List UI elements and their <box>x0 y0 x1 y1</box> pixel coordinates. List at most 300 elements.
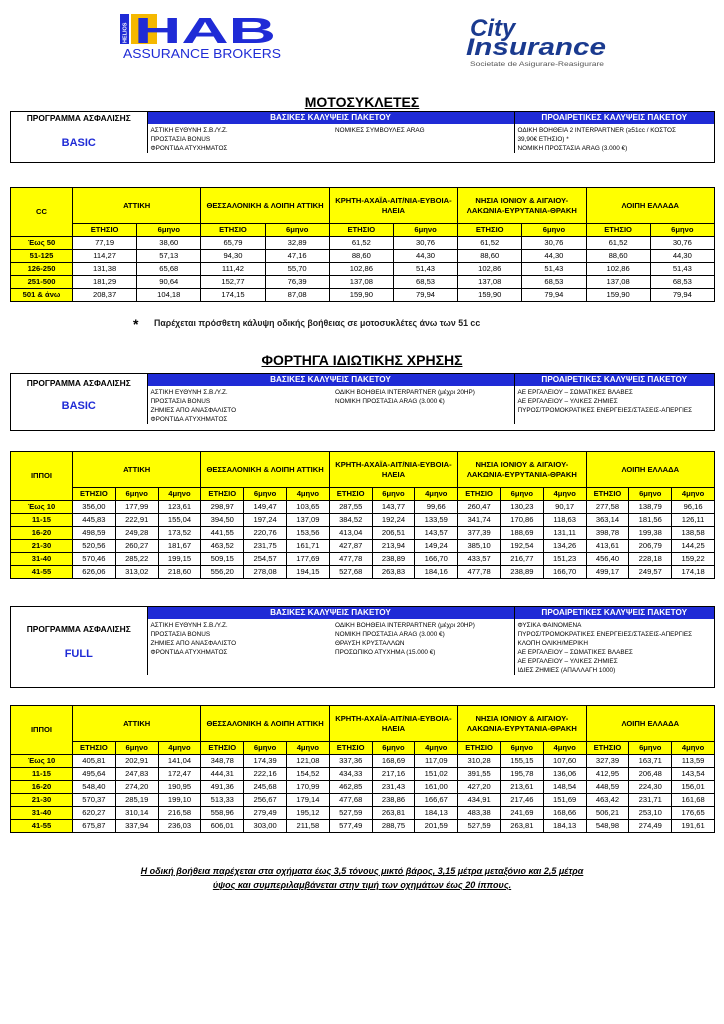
price-cell: 44,30 <box>393 250 457 263</box>
price-cell: 434,33 <box>329 768 372 781</box>
price-cell: 260,47 <box>458 501 501 514</box>
table-row <box>11 514 715 527</box>
price-cell: 434,91 <box>458 794 501 807</box>
price-cell: 313,02 <box>115 566 158 579</box>
price-cell: 152,77 <box>201 276 265 289</box>
price-cell: 102,86 <box>458 263 522 276</box>
truck-full-period-row <box>11 742 715 755</box>
price-cell: 498,59 <box>73 527 116 540</box>
period-header: 6μηνο <box>500 742 543 755</box>
truck-full-table-corner: ΙΠΠΟΙ <box>11 706 73 755</box>
price-cell: 137,08 <box>329 276 393 289</box>
truck-full-basic-item: ΠΡΟΣΩΠΙΚΟ ΑΤΥΧΗΜΑ (15.000 €) <box>335 649 436 656</box>
price-cell: 174,39 <box>244 755 287 768</box>
price-cell: 263,83 <box>372 566 415 579</box>
price-cell: 102,86 <box>586 263 650 276</box>
price-cell: 151,23 <box>543 553 586 566</box>
period-header: 6μηνο <box>629 488 672 501</box>
truck-basic-optional-col <box>514 386 714 424</box>
truck-basic-package-label: ΠΡΟΓΡΑΜΜΑ ΑΣΦΑΛΙΣΗΣ <box>26 378 131 388</box>
price-cell: 231,71 <box>629 794 672 807</box>
row-label: 11-15 <box>11 514 73 527</box>
moto-region-header: ΛΟΙΠΗ ΕΛΛΑΔΑ <box>586 188 715 224</box>
price-cell: 249,57 <box>629 566 672 579</box>
price-cell: 44,30 <box>650 250 714 263</box>
price-cell: 173,52 <box>158 527 201 540</box>
price-cell: 337,94 <box>115 820 158 833</box>
price-cell: 247,83 <box>115 768 158 781</box>
truck-full-basic-item: ΟΔΙΚΗ ΒΟΗΘΕΙΑ INTERPARTNER (μέχρι 20HP) <box>335 622 475 629</box>
price-cell: 483,38 <box>458 807 501 820</box>
row-label: 16-20 <box>11 527 73 540</box>
price-cell: 161,00 <box>415 781 458 794</box>
price-cell: 220,76 <box>244 527 287 540</box>
period-header: 4μηνο <box>415 742 458 755</box>
price-cell: 548,98 <box>586 820 629 833</box>
price-cell: 199,10 <box>158 794 201 807</box>
price-cell: 285,22 <box>115 553 158 566</box>
price-cell: 337,36 <box>329 755 372 768</box>
price-cell: 477,78 <box>458 566 501 579</box>
price-cell: 506,21 <box>586 807 629 820</box>
period-header: 4μηνο <box>415 488 458 501</box>
price-cell: 527,59 <box>329 807 372 820</box>
price-cell: 38,60 <box>137 237 201 250</box>
price-cell: 143,77 <box>372 501 415 514</box>
moto-section-title: ΜΟΤΟΣΥΚΛΕΤΕΣ <box>304 94 420 110</box>
price-cell: 456,40 <box>586 553 629 566</box>
moto-region-header: ΘΕΣΣΑΛΟΝΙΚΗ & ΛΟΙΠΗ ΑΤΤΙΚΗ <box>201 188 329 224</box>
table-row <box>11 807 715 820</box>
price-cell: 121,08 <box>286 755 329 768</box>
table-row <box>11 755 715 768</box>
price-cell: 151,02 <box>415 768 458 781</box>
price-cell: 79,94 <box>522 289 586 302</box>
price-cell: 303,00 <box>244 820 287 833</box>
truck-basic-region-header: ΑΤΤΙΚΗ <box>73 452 201 488</box>
price-cell: 433,57 <box>458 553 501 566</box>
moto-period-header: 6μηνο <box>393 224 457 237</box>
period-header: 4μηνο <box>672 742 715 755</box>
price-cell: 88,60 <box>329 250 393 263</box>
price-cell: 444,31 <box>201 768 244 781</box>
price-cell: 606,01 <box>201 820 244 833</box>
price-cell: 348,78 <box>201 755 244 768</box>
truck-basic-region-header: ΚΡΗΤΗ-ΑΧΑΪΑ-ΑΙΤ/ΝΙΑ-ΕΥΒΟΙΑ-ΗΛΕΙΑ <box>329 452 457 488</box>
price-cell: 148,54 <box>543 781 586 794</box>
price-cell: 141,04 <box>158 755 201 768</box>
price-cell: 159,90 <box>586 289 650 302</box>
truck-full-optional-header: ΠΡΟΑΙΡΕΤΙΚΕΣ ΚΑΛΥΨΕΙΣ ΠΑΚΕΤΟΥ <box>514 607 714 619</box>
row-label: 126-250 <box>11 263 73 276</box>
moto-period-header: ΕΤΗΣΙΟ <box>458 224 522 237</box>
price-cell: 154,52 <box>286 768 329 781</box>
price-cell: 61,52 <box>586 237 650 250</box>
moto-note-star: * <box>133 316 139 332</box>
price-cell: 51,43 <box>393 263 457 276</box>
price-cell: 195,78 <box>500 768 543 781</box>
price-cell: 104,18 <box>137 289 201 302</box>
price-cell: 130,23 <box>500 501 543 514</box>
moto-plan-name: BASIC <box>61 137 96 149</box>
price-cell: 138,58 <box>672 527 715 540</box>
price-cell: 181,56 <box>629 514 672 527</box>
price-cell: 224,30 <box>629 781 672 794</box>
row-label: 21-30 <box>11 794 73 807</box>
period-header: 6μηνο <box>244 488 287 501</box>
city-insurance-logo <box>464 14 614 72</box>
truck-basic-optional-item: ΑΕ ΕΡΓΑΛΕΙΟΥ – ΥΛΙΚΕΣ ΖΗΜΙΕΣ <box>517 398 618 405</box>
price-cell: 238,89 <box>372 553 415 566</box>
price-cell: 558,96 <box>201 807 244 820</box>
truck-basic-col2 <box>332 386 514 424</box>
price-cell: 398,78 <box>586 527 629 540</box>
price-cell: 131,11 <box>543 527 586 540</box>
price-cell: 208,37 <box>73 289 137 302</box>
price-cell: 30,76 <box>650 237 714 250</box>
row-label: 16-20 <box>11 781 73 794</box>
period-header: 4μηνο <box>158 488 201 501</box>
truck-basic-table-body <box>11 501 715 579</box>
truck-full-optional-item: ΑΕ ΕΡΓΑΛΕΙΟΥ – ΥΛΙΚΕΣ ΖΗΜΙΕΣ <box>517 658 618 665</box>
price-cell: 499,17 <box>586 566 629 579</box>
price-cell: 61,52 <box>458 237 522 250</box>
moto-basic-col2 <box>332 124 514 153</box>
price-cell: 427,20 <box>458 781 501 794</box>
moto-period-header: ΕΤΗΣΙΟ <box>73 224 137 237</box>
truck-full-basic-item: ΝΟΜΙΚΗ ΠΡΟΣΤΑΣΙΑ ARAG (3.000 €) <box>335 631 445 638</box>
row-label: 21-30 <box>11 540 73 553</box>
price-cell: 260,27 <box>115 540 158 553</box>
price-cell: 495,64 <box>73 768 116 781</box>
price-cell: 163,71 <box>629 755 672 768</box>
price-cell: 184,16 <box>415 566 458 579</box>
truck-full-region-header: ΝΗΣΙΑ ΙΟΝΙΟΥ & ΑΙΓΑΙΟΥ-ΛΑΚΩΝΙΑ-ΕΥΡΥΤΑΝΙΑ-ΘΡΑΚΗ <box>458 706 586 742</box>
price-cell: 144,25 <box>672 540 715 553</box>
price-cell: 192,24 <box>372 514 415 527</box>
price-cell: 159,90 <box>329 289 393 302</box>
price-cell: 155,15 <box>500 755 543 768</box>
price-cell: 556,20 <box>201 566 244 579</box>
price-cell: 177,99 <box>115 501 158 514</box>
period-header: 6μηνο <box>115 742 158 755</box>
price-cell: 218,60 <box>158 566 201 579</box>
truck-full-optional-item: ΠΥΡΟΣ/ΤΡΟΜΟΚΡΑΤΙΚΕΣ ΕΝΕΡΓΕΙΕΣ/ΣΤΑΣΕΙΣ-ΑΠΕΡΓΙΕΣ <box>517 631 693 638</box>
truck-full-basic-header: ΒΑΣΙΚΕΣ ΚΑΛΥΨΕΙΣ ΠΑΚΕΤΟΥ <box>147 607 514 619</box>
price-cell: 385,10 <box>458 540 501 553</box>
price-cell: 136,06 <box>543 768 586 781</box>
period-header: ΕΤΗΣΙΟ <box>458 742 501 755</box>
truck-basic-item: ΑΣΤΙΚΗ ΕΥΘΥΝΗ Σ.Β./Υ.Ζ. <box>150 389 228 396</box>
moto-region-header: ΑΤΤΙΚΗ <box>73 188 201 224</box>
price-cell: 274,49 <box>629 820 672 833</box>
hab-wordmark: HAB <box>134 10 276 51</box>
city-logo-line1: City <box>470 15 516 42</box>
price-cell: 55,70 <box>265 263 329 276</box>
moto-period-header: ΕΤΗΣΙΟ <box>586 224 650 237</box>
row-label: Έως 10 <box>11 755 73 768</box>
price-cell: 194,15 <box>286 566 329 579</box>
footer-note-line2: ύψος και συμπεριλαμβάνεται στην τιμή των οχημάτων έως 20 ίππους. <box>212 880 512 890</box>
price-cell: 211,58 <box>286 820 329 833</box>
moto-period-header: 6μηνο <box>650 224 714 237</box>
price-cell: 217,16 <box>372 768 415 781</box>
price-cell: 298,97 <box>201 501 244 514</box>
price-cell: 195,12 <box>286 807 329 820</box>
price-cell: 30,76 <box>522 237 586 250</box>
truck-full-region-header: ΘΕΣΣΑΛΟΝΙΚΗ & ΛΟΙΠΗ ΑΤΤΙΚΗ <box>201 706 329 742</box>
truck-basic-period-row <box>11 488 715 501</box>
price-cell: 341,74 <box>458 514 501 527</box>
truck-basic-item: ΖΗΜΙΕΣ ΑΠΟ ΑΝΑΣΦΑΛΙΣΤΟ <box>150 407 237 414</box>
row-label: 41-55 <box>11 566 73 579</box>
price-cell: 65,68 <box>137 263 201 276</box>
period-header: ΕΤΗΣΙΟ <box>586 742 629 755</box>
truck-basic-table-corner: ΙΠΠΟΙ <box>11 452 73 501</box>
table-row <box>11 794 715 807</box>
moto-period-header: ΕΤΗΣΙΟ <box>201 224 265 237</box>
period-header: 4μηνο <box>286 488 329 501</box>
moto-note: Παρέχεται πρόσθετη κάλυψη οδικής βοήθειας σε μοτοσυκλέτες άνω των 51 cc <box>154 318 481 328</box>
price-cell: 188,69 <box>500 527 543 540</box>
price-cell: 51,43 <box>522 263 586 276</box>
price-cell: 159,90 <box>458 289 522 302</box>
price-cell: 88,60 <box>458 250 522 263</box>
period-header: 4μηνο <box>543 742 586 755</box>
price-cell: 445,83 <box>73 514 116 527</box>
price-cell: 143,54 <box>672 768 715 781</box>
truck-full-basic-item: ΑΣΤΙΚΗ ΕΥΘΥΝΗ Σ.Β./Υ.Ζ. <box>150 622 228 629</box>
moto-basic-item: ΠΡΟΣΤΑΣΙΑ BONUS <box>150 136 211 143</box>
truck-full-region-header: ΑΤΤΙΚΗ <box>73 706 201 742</box>
price-cell: 61,52 <box>329 237 393 250</box>
moto-period-header: 6μηνο <box>522 224 586 237</box>
price-cell: 51,43 <box>650 263 714 276</box>
price-cell: 79,94 <box>393 289 457 302</box>
price-cell: 134,26 <box>543 540 586 553</box>
row-label: 51-125 <box>11 250 73 263</box>
price-cell: 113,59 <box>672 755 715 768</box>
price-cell: 477,68 <box>329 794 372 807</box>
table-row <box>11 527 715 540</box>
price-cell: 245,68 <box>244 781 287 794</box>
moto-optional-item: ΟΔΙΚΗ ΒΟΗΘΕΙΑ 2 INTERPARTNER (≥51cc / ΚΟΣΤΟΣ <box>517 127 676 134</box>
table-row <box>11 250 715 263</box>
price-cell: 177,69 <box>286 553 329 566</box>
price-cell: 133,59 <box>415 514 458 527</box>
truck-basic-region-header: ΘΕΣΣΑΛΟΝΙΚΗ & ΛΟΙΠΗ ΑΤΤΙΚΗ <box>201 452 329 488</box>
price-cell: 310,14 <box>115 807 158 820</box>
price-cell: 168,69 <box>372 755 415 768</box>
moto-package-box <box>10 111 715 163</box>
truck-full-optional-col <box>514 619 714 675</box>
truck-basic-optional-header: ΠΡΟΑΙΡΕΤΙΚΕΣ ΚΑΛΥΨΕΙΣ ΠΑΚΕΤΟΥ <box>514 374 714 386</box>
road-assistance-footer-note <box>60 864 664 892</box>
moto-basic-item: ΝΟΜΙΚΕΣ ΣΥΜΒΟΥΛΕΣ ARAG <box>335 127 425 134</box>
period-header: ΕΤΗΣΙΟ <box>329 488 372 501</box>
row-label: Έως 10 <box>11 501 73 514</box>
table-row <box>11 289 715 302</box>
row-label: 501 & άνω <box>11 289 73 302</box>
price-cell: 412,95 <box>586 768 629 781</box>
moto-period-header: 6μηνο <box>265 224 329 237</box>
price-cell: 509,15 <box>201 553 244 566</box>
price-cell: 363,14 <box>586 514 629 527</box>
price-cell: 44,30 <box>522 250 586 263</box>
price-cell: 168,66 <box>543 807 586 820</box>
price-cell: 570,46 <box>73 553 116 566</box>
moto-region-header: ΚΡΗΤΗ-ΑΧΑΪΑ-ΑΙΤ/ΝΙΑ-ΕΥΒΟΙΑ-ΗΛΕΙΑ <box>329 188 457 224</box>
price-cell: 192,54 <box>500 540 543 553</box>
price-cell: 170,86 <box>500 514 543 527</box>
price-cell: 68,53 <box>650 276 714 289</box>
truck-basic-region-header: ΝΗΣΙΑ ΙΟΝΙΟΥ & ΑΙΓΑΙΟΥ-ΛΑΚΩΝΙΑ-ΕΥΡΥΤΑΝΙΑ-ΘΡΑΚΗ <box>458 452 586 488</box>
price-cell: 184,13 <box>415 807 458 820</box>
price-cell: 463,52 <box>201 540 244 553</box>
price-cell: 231,75 <box>244 540 287 553</box>
price-cell: 77,19 <box>73 237 137 250</box>
period-header: 6μηνο <box>115 488 158 501</box>
period-header: 4μηνο <box>158 742 201 755</box>
price-cell: 217,46 <box>500 794 543 807</box>
truck-basic-package-box <box>10 373 715 431</box>
period-header: 4μηνο <box>286 742 329 755</box>
truck-basic-region-header: ΛΟΙΠΗ ΕΛΛΑΔΑ <box>586 452 714 488</box>
price-cell: 491,36 <box>201 781 244 794</box>
truck-full-plan-name: FULL <box>64 648 93 660</box>
price-cell: 161,71 <box>286 540 329 553</box>
price-cell: 155,04 <box>158 514 201 527</box>
truck-section-title: ΦΟΡΤΗΓΑ ΙΔΙΩΤΙΚΗΣ ΧΡΗΣΗΣ <box>261 352 463 368</box>
table-row <box>11 540 715 553</box>
price-cell: 253,10 <box>629 807 672 820</box>
table-row <box>11 768 715 781</box>
hab-subtitle: ASSURANCE BROKERS <box>123 47 281 61</box>
price-cell: 310,28 <box>458 755 501 768</box>
price-cell: 96,16 <box>672 501 715 514</box>
table-row <box>11 781 715 794</box>
period-header: ΕΤΗΣΙΟ <box>586 488 629 501</box>
price-cell: 87,08 <box>265 289 329 302</box>
row-label: 41-55 <box>11 820 73 833</box>
truck-full-price-table <box>10 705 715 833</box>
truck-full-optional-item: ΙΔΙΕΣ ΖΗΜΙΕΣ (ΑΠΑΛΛΑΓΗ 1000) <box>517 667 616 674</box>
period-header: 4μηνο <box>543 488 586 501</box>
period-header: 6μηνο <box>244 742 287 755</box>
moto-basic-col1 <box>147 124 332 153</box>
period-header: 4μηνο <box>672 488 715 501</box>
moto-basic-item: ΑΣΤΙΚΗ ΕΥΘΥΝΗ Σ.Β./Υ.Ζ. <box>150 127 228 134</box>
truck-basic-price-table <box>10 451 715 579</box>
row-label: 31-40 <box>11 807 73 820</box>
price-cell: 228,18 <box>629 553 672 566</box>
moto-optional-header: ΠΡΟΑΙΡΕΤΙΚΕΣ ΚΑΛΥΨΕΙΣ ΠΑΚΕΤΟΥ <box>514 112 714 124</box>
price-cell: 238,89 <box>500 566 543 579</box>
price-cell: 287,55 <box>329 501 372 514</box>
price-cell: 527,68 <box>329 566 372 579</box>
truck-full-package-box <box>10 606 715 688</box>
moto-period-header: ΕΤΗΣΙΟ <box>329 224 393 237</box>
price-cell: 356,00 <box>73 501 116 514</box>
price-cell: 620,27 <box>73 807 116 820</box>
truck-full-basic-item: ΠΡΟΣΤΑΣΙΑ BONUS <box>150 631 211 638</box>
price-cell: 327,39 <box>586 755 629 768</box>
price-cell: 448,59 <box>586 781 629 794</box>
price-cell: 174,18 <box>672 566 715 579</box>
price-cell: 527,59 <box>458 820 501 833</box>
period-header: ΕΤΗΣΙΟ <box>329 742 372 755</box>
price-cell: 76,39 <box>265 276 329 289</box>
price-cell: 94,30 <box>201 250 265 263</box>
price-cell: 236,03 <box>158 820 201 833</box>
price-cell: 117,09 <box>415 755 458 768</box>
price-cell: 548,40 <box>73 781 116 794</box>
price-cell: 102,86 <box>329 263 393 276</box>
price-cell: 99,66 <box>415 501 458 514</box>
price-cell: 213,94 <box>372 540 415 553</box>
truck-full-optional-item: ΑΕ ΕΡΓΑΛΕΙΟΥ – ΣΩΜΑΤΙΚΕΣ ΒΛΑΒΕΣ <box>517 649 633 656</box>
period-header: ΕΤΗΣΙΟ <box>201 742 244 755</box>
price-cell: 103,65 <box>286 501 329 514</box>
truck-full-col2 <box>332 619 514 675</box>
truck-full-optional-item: ΦΥΣΙΚΑ ΦΑΙΝΟΜΕΝΑ <box>517 622 582 629</box>
price-cell: 184,13 <box>543 820 586 833</box>
truck-full-basic-item: ΖΗΜΙΕΣ ΑΠΟ ΑΝΑΣΦΑΛΙΣΤΟ <box>150 640 237 647</box>
price-cell: 156,01 <box>672 781 715 794</box>
price-cell: 179,14 <box>286 794 329 807</box>
price-cell: 149,47 <box>244 501 287 514</box>
moto-price-table <box>10 187 715 302</box>
price-cell: 68,53 <box>522 276 586 289</box>
price-cell: 88,60 <box>586 250 650 263</box>
price-cell: 206,51 <box>372 527 415 540</box>
price-cell: 626,06 <box>73 566 116 579</box>
price-cell: 231,43 <box>372 781 415 794</box>
price-cell: 181,67 <box>158 540 201 553</box>
truck-basic-optional-item: ΑΕ ΕΡΓΑΛΕΙΟΥ – ΣΩΜΑΤΙΚΕΣ ΒΛΑΒΕΣ <box>517 389 633 396</box>
truck-full-table-body <box>11 755 715 833</box>
price-cell: 166,70 <box>415 553 458 566</box>
price-cell: 172,47 <box>158 768 201 781</box>
truck-basic-item: ΝΟΜΙΚΗ ΠΡΟΣΤΑΣΙΑ ARAG (3.000 €) <box>335 398 445 405</box>
price-cell: 79,94 <box>650 289 714 302</box>
price-cell: 159,22 <box>672 553 715 566</box>
row-label: 31-40 <box>11 553 73 566</box>
price-cell: 111,42 <box>201 263 265 276</box>
price-cell: 90,64 <box>137 276 201 289</box>
footer-note-line1: Η οδική βοήθεια παρέχεται στα οχήματα έως 3,5 τόνους μικτό βάρος, 3,15 μέτρα μεταξόνιο και 2,5 μέτρα <box>140 866 584 876</box>
price-cell: 137,08 <box>458 276 522 289</box>
moto-table-body <box>11 237 715 302</box>
period-header: 6μηνο <box>372 742 415 755</box>
period-header: ΕΤΗΣΙΟ <box>201 488 244 501</box>
moto-optional-col <box>514 124 714 153</box>
truck-basic-optional-item: ΠΥΡΟΣ/ΤΡΟΜΟΚΡΑΤΙΚΕΣ ΕΝΕΡΓΕΙΕΣ/ΣΤΑΣΕΙΣ-ΑΠΕΡΓΙΕΣ <box>517 407 693 414</box>
truck-basic-header: ΒΑΣΙΚΕΣ ΚΑΛΥΨΕΙΣ ΠΑΚΕΤΟΥ <box>147 374 514 386</box>
truck-basic-plan-name: BASIC <box>61 400 96 412</box>
truck-basic-item: ΦΡΟΝΤΙΔΑ ΑΤΥΧΗΜΑΤΟΣ <box>150 416 228 423</box>
hab-side-text: HELIOS <box>122 22 129 43</box>
truck-basic-label-cell <box>11 374 147 424</box>
price-cell: 166,67 <box>415 794 458 807</box>
truck-full-col1 <box>147 619 332 675</box>
price-cell: 170,99 <box>286 781 329 794</box>
price-cell: 131,38 <box>73 263 137 276</box>
price-cell: 114,27 <box>73 250 137 263</box>
price-cell: 181,29 <box>73 276 137 289</box>
table-row <box>11 566 715 579</box>
moto-package-label-cell <box>11 112 147 153</box>
